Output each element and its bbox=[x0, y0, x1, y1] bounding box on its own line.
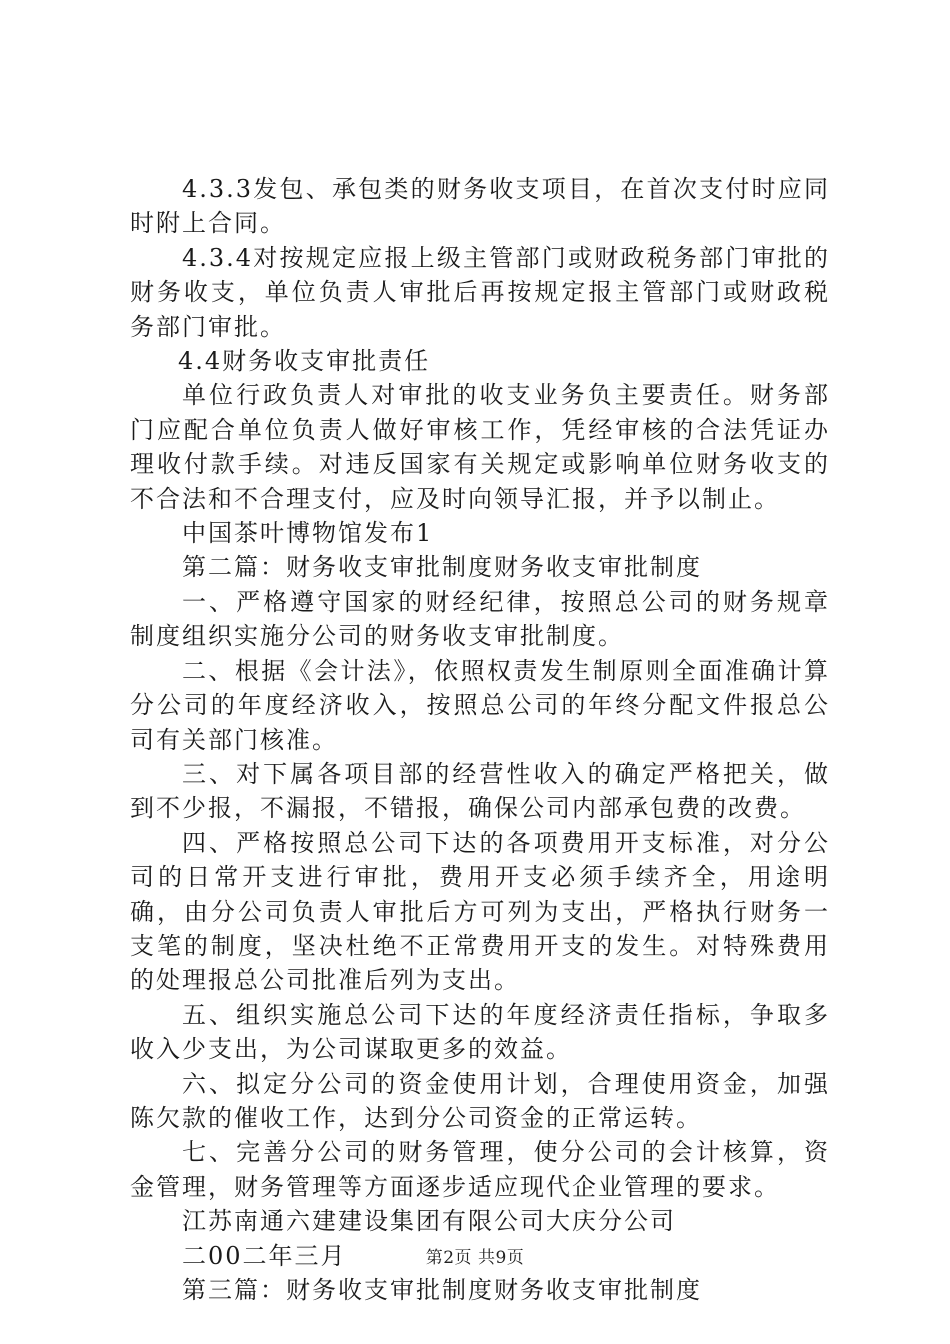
date-line: 二00二年三月 bbox=[182, 1241, 347, 1270]
rule-item-1: 一、严格遵守国家的财经纪律，按照总公司的财务规章制度组织实施分公司的财务收支审批制度。 bbox=[130, 587, 830, 651]
rule-item-7: 七、完善分公司的财务管理，使分公司的会计核算，资金管理，财务管理等方面逐步适应现代企业管理的要求。 bbox=[130, 1138, 830, 1201]
publisher-line: 中国茶叶博物馆发布1 bbox=[182, 519, 434, 548]
rule-item-5: 五、组织实施总公司下达的年度经济责任指标，争取多收入少支出，为公司谋取更多的效益。 bbox=[130, 1000, 830, 1064]
chapter-heading-3: 第三篇：财务收支审批制度财务收支审批制度 bbox=[182, 1276, 702, 1304]
paragraph-4-3-3: 4.3.3发包、承包类的财务收支项目，在首次支付时应同时附上合同。 bbox=[130, 175, 830, 238]
rule-item-2: 二、根据《会计法》，依照权责发生制原则全面准确计算分公司的年度经济收入，按照总公司的年终分配文件报总公司有关部门核准。 bbox=[130, 656, 830, 754]
rule-item-3: 三、对下属各项目部的经营性收入的确定严格把关，做到不少报，不漏报，不错报，确保公司内部承包费的改费。 bbox=[130, 759, 830, 823]
company-signature: 江苏南通六建建设集团有限公司大庆分公司 bbox=[182, 1207, 676, 1236]
rule-item-6: 六、拟定分公司的资金使用计划，合理使用资金，加强陈欠款的催收工作，达到分公司资金的正常运转。 bbox=[130, 1069, 830, 1132]
page-number-footer: 第2页 共9页 bbox=[425, 1248, 525, 1268]
paragraph-responsibility: 单位行政负责人对审批的收支业务负主要责任。财务部门应配合单位负责人做好审核工作，凭经审核的合法凭证办理收付款手续。对违反国家有关规定或影响单位财务收支的不合法和不合理支付，应及时向领导汇报，并予以制止。 bbox=[130, 381, 830, 513]
section-heading-4-4: 4.4财务收支审批责任 bbox=[178, 347, 431, 376]
document-body bbox=[130, 172, 830, 1307]
paragraph-4-3-4: 4.3.4对按规定应报上级主管部门或财政税务部门审批的财务收支，单位负责人审批后再按规定报主管部门或财政税务部门审批。 bbox=[130, 243, 830, 341]
chapter-heading-2: 第二篇：财务收支审批制度财务收支审批制度 bbox=[182, 553, 702, 582]
rule-item-4: 四、严格按照总公司下达的各项费用开支标准，对分公司的日常开支进行审批，费用开支必须手续齐全，用途明确，由分公司负责人审批后方可列为支出，严格执行财务一支笔的制度，坚决杜绝不正常费用开支的发生。对特殊费用的处理报总公司批准后列为支出。 bbox=[130, 828, 830, 995]
